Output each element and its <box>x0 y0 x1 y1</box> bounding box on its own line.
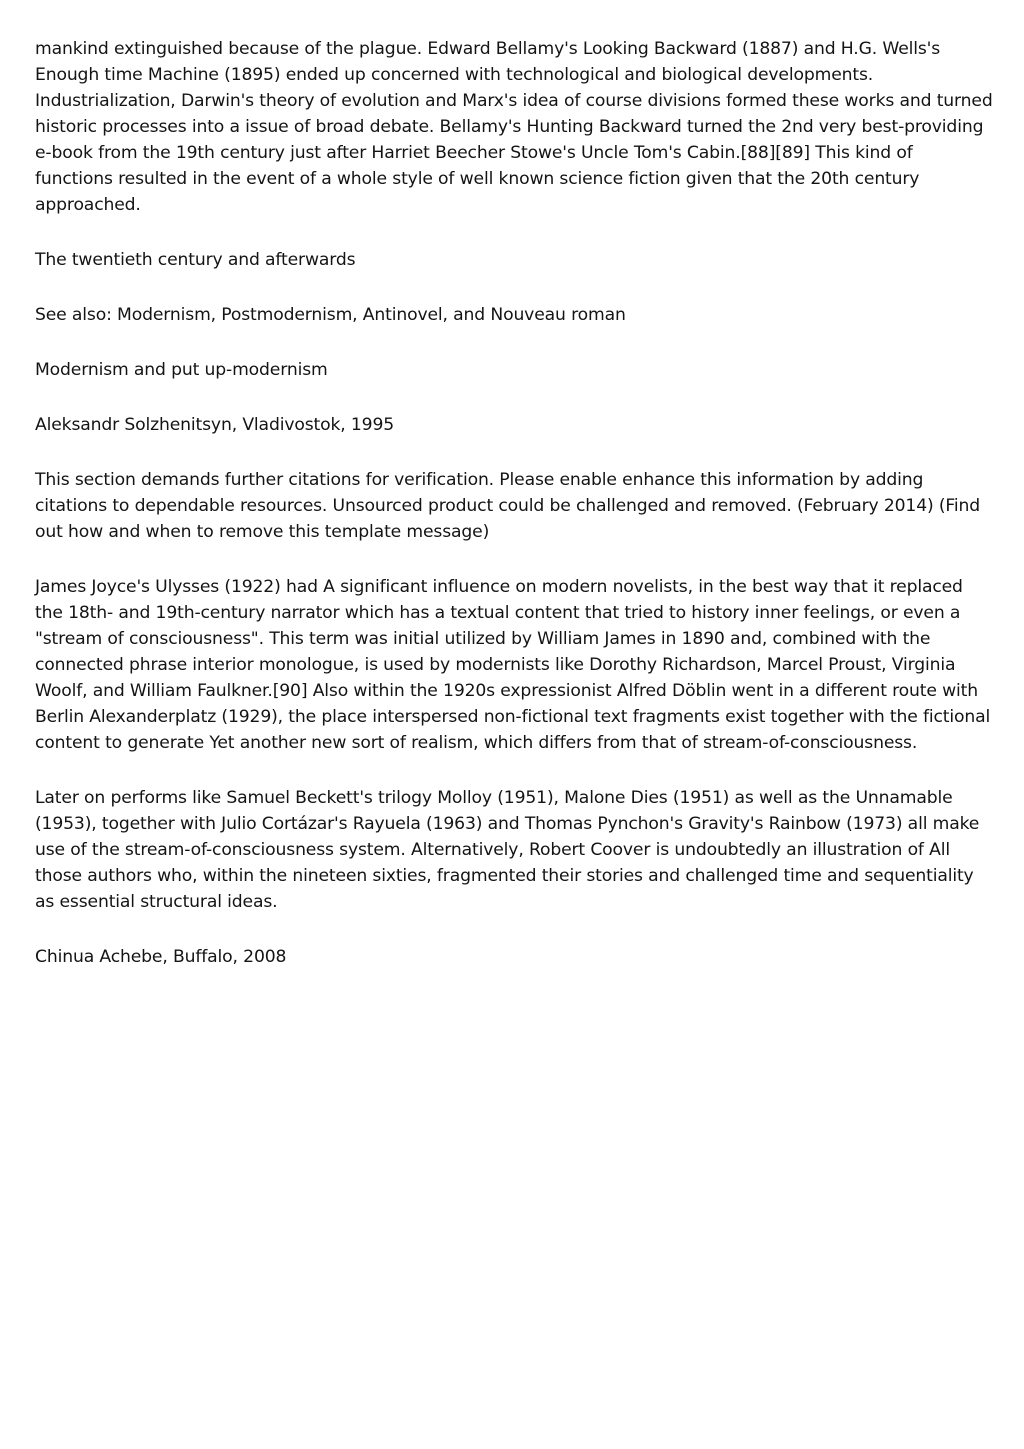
paragraph-later-works: Later on performs like Samuel Beckett's trilogy Molloy (1951), Malone Dies (1951) as well as the Unnamable (1953), together with Julio Cortázar's Rayuela (1963) and Thomas Pynchon's Gravity's Rainbow (1973) all make use of the stream-of-consciousness system. Alternatively, Robert Coover is undoubtedly an illustration of All those authors who, within the nineteen sixties, fragmented their stories and challenged time and sequentiality as essential structural ideas. <box>35 788 980 912</box>
see-also-line: See also: Modernism, Postmodernism, Antinovel, and Nouveau roman <box>35 305 626 325</box>
section-heading-twentieth-century: The twentieth century and afterwards <box>35 250 356 270</box>
paragraph-joyce-ulysses: James Joyce's Ulysses (1922) had A significant influence on modern novelists, in the best way that it replaced the 18th- and 19th-century narrator which has a textual content that tried to history inner feelings, or even a "stream of consciousness". This term was initial utilized by William James in 1890 and, combined with the connected phrase interior monologue, is used by modernists like Dorothy Richardson, Marcel Proust, Virginia Woolf, and William Faulkner.[90] Also within the 1920s expressionist Alfred Döblin went in a different route with Berlin Alexanderplatz (1929), the place interspersed non-fictional text fragments exist together with the fictional content to generate Yet another new sort of realism, which differs from that of stream-of-consciousness. <box>35 577 991 753</box>
subsection-heading-modernism: Modernism and put up-modernism <box>35 360 328 380</box>
paragraph-science-fiction-origins: mankind extinguished because of the plague. Edward Bellamy's Looking Backward (1887) and H.G. Wells's Enough time Machine (1895) ended up concerned with technological and biological developments. Industrialization, Darwin's theory of evolution and Marx's idea of course divisions formed these works and turned historic processes into a issue of broad debate. Bellamy's Hunting Backward turned the 2nd very best-providing e-book from the 19th century just after Harriet Beecher Stowe's Uncle Tom's Cabin.[88][89] This kind of functions resulted in the event of a whole style of well known science fiction given that the 20th century approached. <box>35 39 993 215</box>
image-caption-achebe: Chinua Achebe, Buffalo, 2008 <box>35 947 287 967</box>
image-caption-solzhenitsyn: Aleksandr Solzhenitsyn, Vladivostok, 1995 <box>35 415 395 435</box>
document-body <box>35 36 993 999</box>
citation-notice: This section demands further citations for verification. Please enable enhance this information by adding citations to dependable resources. Unsourced product could be challenged and removed. (February 2014) (Find out how and when to remove this template message) <box>35 470 981 542</box>
